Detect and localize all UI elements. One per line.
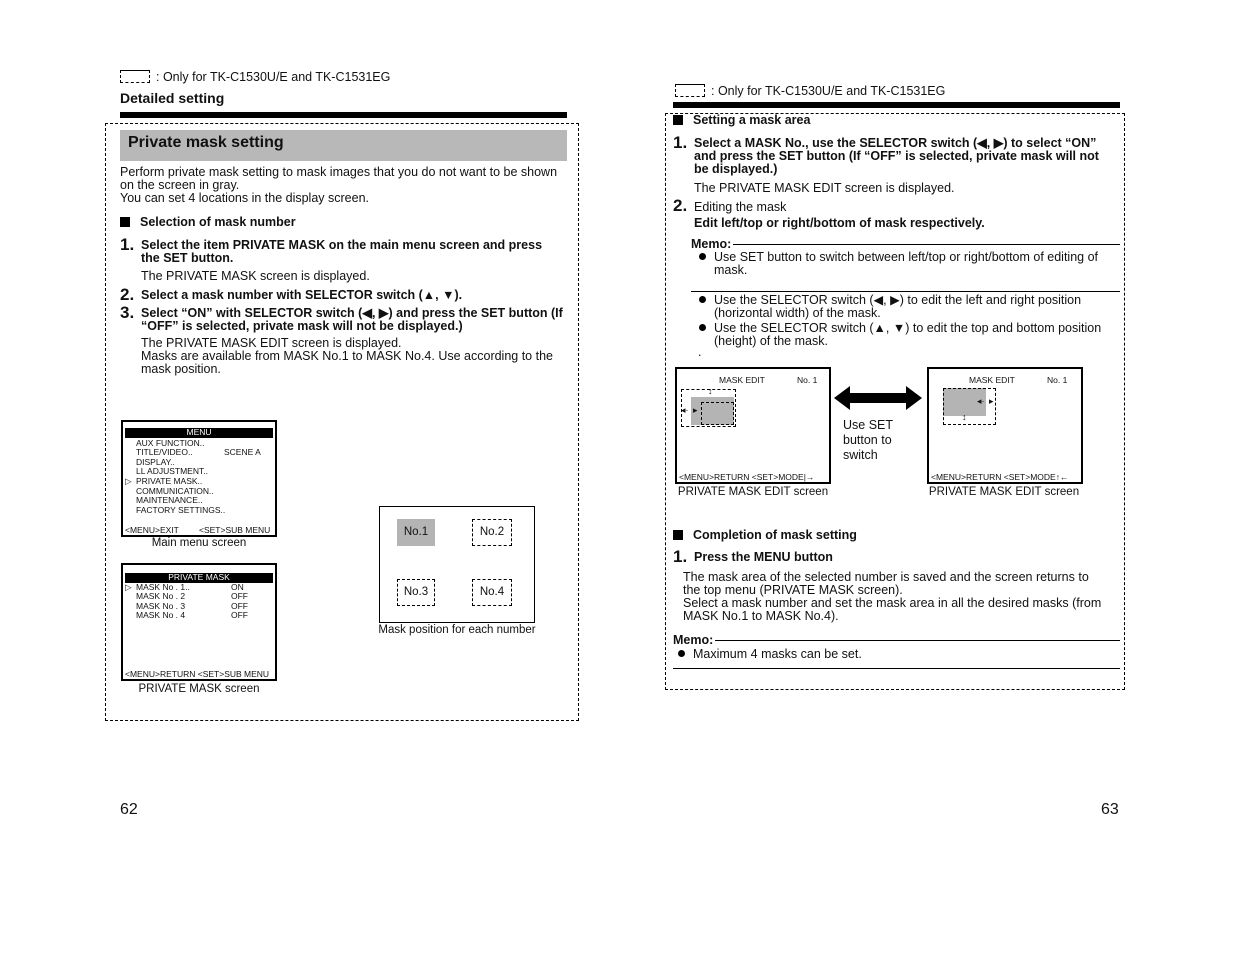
menu-item: ▷ PRIVATE MASK.. — [125, 475, 203, 486]
bullet-icon — [678, 650, 685, 657]
menu-item: TITLE/VIDEO.. SCENE A — [136, 447, 261, 458]
scene-label: SCENE A — [224, 447, 261, 458]
right-arrow-icon: ▸ — [693, 405, 698, 415]
menu-footer-left: <MENU>EXIT — [125, 525, 179, 535]
private-mask-caption: PRIVATE MASK screen — [138, 683, 260, 695]
up-down-arrow-icon: ↕ — [708, 386, 713, 396]
screen-title: MENU — [125, 428, 273, 438]
r-step2-bold: Edit left/top or right/bottom of mask respectively. — [694, 216, 985, 230]
edit-title: MASK EDIT — [719, 375, 765, 385]
legend-left: : Only for TK-C1530U/E and TK-C1531EG — [120, 70, 390, 84]
menu-list — [123, 439, 275, 516]
dashed-box-icon — [120, 70, 150, 83]
page-number-left: 62 — [120, 801, 138, 818]
legend-right: : Only for TK-C1530U/E and TK-C1531EG — [675, 84, 945, 98]
memo-rule — [733, 244, 1120, 245]
step-number: 2. — [673, 196, 688, 215]
bullet-icon — [699, 296, 706, 303]
edit-footer: <MENU>RETURN <SET>MODE↑← — [931, 472, 1069, 482]
memo-bullet: Use SET button to switch between left/top or right/bottom of editing of — [699, 251, 1098, 264]
mask-inner-outline — [701, 402, 734, 425]
left-arrow-icon: ◂· — [977, 396, 985, 406]
private-mask-screen — [121, 563, 277, 681]
step-number: 1. — [120, 235, 135, 254]
header-rule — [120, 112, 567, 118]
screen-title: PRIVATE MASK — [125, 573, 273, 583]
memo-bullet: Use the SELECTOR switch (▲, ▼) to edit the top and bottom position — [699, 322, 1101, 335]
memo-rule — [715, 640, 1120, 641]
memo-bullet-cont: mask. — [714, 263, 748, 277]
section-title: Private mask setting — [120, 130, 567, 161]
mask-row: ▷ MASK No . 1.. ON — [125, 581, 244, 592]
menu-item: FACTORY SETTINGS.. — [136, 504, 226, 515]
memo-label: Memo: — [673, 633, 714, 647]
left-arrow-icon: ◂· — [681, 405, 689, 415]
edit-caption-1: PRIVATE MASK EDIT screen — [677, 486, 829, 498]
menu-item: AUX FUNCTION.. — [136, 437, 205, 448]
memo-bullet: Use the SELECTOR switch (◀, ▶) to edit the left and right position — [699, 294, 1081, 307]
cursor-icon: ▷ — [125, 475, 132, 486]
mask-no4: No.4 — [472, 579, 512, 606]
cursor-icon: ▷ — [125, 581, 132, 592]
menu-item: LL ADJUSTMENT.. — [136, 466, 208, 477]
mask-no2: No.2 — [472, 519, 512, 546]
mask-position-caption: Mask position for each number — [378, 624, 536, 636]
r-step3-text: Press the MENU button — [694, 550, 833, 564]
page-number-right: 63 — [1101, 801, 1119, 818]
edit-number: No. 1 — [1047, 375, 1068, 385]
memo-rule — [673, 668, 1120, 669]
step-number: 1. — [673, 133, 688, 152]
page-header: Detailed setting — [120, 90, 225, 106]
subsection-mask-area: Setting a mask area — [673, 114, 810, 127]
r-step3-notes: The mask area of the selected number is saved and the screen returns to the top menu (PRIVATE MASK screen). Select a mask number and set the mask area in all the desired masks (from MASK No.1 to MASK No.4). — [683, 570, 1102, 623]
r-step1-note: The PRIVATE MASK EDIT screen is displayed. — [694, 181, 955, 195]
square-bullet-icon — [120, 217, 130, 227]
memo-bullet: Maximum 4 masks can be set. — [678, 648, 862, 661]
mask-position-diagram — [379, 506, 535, 623]
step-number: 2. — [120, 285, 135, 304]
memo-label: Memo: — [691, 237, 732, 251]
mask-row: MASK No . 3 OFF — [136, 600, 248, 611]
subsection-completion: Completion of mask setting — [673, 529, 857, 542]
bullet-icon — [699, 324, 706, 331]
memo-bullet-cont: (horizontal width) of the mask. — [714, 306, 881, 320]
mask-row: MASK No . 2 OFF — [136, 591, 248, 602]
mask-list — [123, 583, 275, 621]
main-menu-screen — [121, 420, 277, 537]
menu-footer-right: <SET>SUB MENU — [199, 525, 271, 535]
main-menu-caption: Main menu screen — [151, 537, 247, 549]
subsection-mask-number: Selection of mask number — [120, 216, 296, 229]
menu-item: MAINTENANCE.. — [136, 495, 203, 506]
step-number: 1. — [673, 547, 688, 566]
edit-number: No. 1 — [797, 375, 818, 385]
header-rule — [673, 102, 1120, 108]
edit-footer: <MENU>RETURN <SET>MODE|→ — [679, 472, 815, 482]
step1-note: The PRIVATE MASK screen is displayed. — [141, 269, 370, 283]
square-bullet-icon — [673, 530, 683, 540]
step3-notes: The PRIVATE MASK EDIT screen is displayed. Masks are available from MASK No.1 to MASK No.4. Use according to the mask position. — [141, 336, 553, 376]
step-number: 3. — [120, 303, 135, 322]
double-arrow-icon — [834, 386, 922, 410]
mask-row: MASK No . 4 OFF — [136, 610, 248, 621]
switch-note: Use SET button to switch — [843, 418, 894, 462]
menu-item: DISPLAY.. — [136, 456, 175, 467]
edit-caption-2: PRIVATE MASK EDIT screen — [928, 486, 1080, 498]
mask-footer: <MENU>RETURN <SET>SUB MENU — [125, 669, 270, 679]
menu-item: COMMUNICATION.. — [136, 485, 214, 496]
mask-edit-screen-2 — [927, 367, 1083, 484]
memo-bullet-cont: (height) of the mask. — [714, 334, 828, 348]
r-step1-text: Select a MASK No., use the SELECTOR switch (◀, ▶) to select “ON” and press the SET button (If “OFF” is selected, private mask will not be displayed.) — [694, 136, 1099, 176]
up-down-arrow-icon: ↕ — [962, 412, 967, 422]
r-step2-text: Editing the mask — [694, 200, 787, 214]
square-bullet-icon — [673, 115, 683, 125]
mask-no1: No.1 — [397, 519, 435, 546]
intro-text: Perform private mask setting to mask images that you do not want to be shown on the screen in gray. You can set 4 locations in the display screen. — [120, 165, 558, 205]
memo-rule — [691, 291, 1120, 292]
step2-text: Select a mask number with SELECTOR switch (▲, ▼). — [141, 288, 463, 302]
mask-edit-screen-1 — [675, 367, 831, 484]
stray-dot: . — [698, 345, 702, 359]
edit-title: MASK EDIT — [969, 375, 1015, 385]
right-arrow-icon: ▸ — [989, 396, 994, 406]
mask-no3: No.3 — [397, 579, 435, 606]
step1-text: Select the item PRIVATE MASK on the main menu screen and press the SET button. — [141, 238, 543, 265]
dashed-box-icon — [675, 84, 705, 97]
bullet-icon — [699, 253, 706, 260]
step3-text: Select “ON” with SELECTOR switch (◀, ▶) and press the SET button (If “OFF” is selected, private mask will not be displayed.) — [141, 306, 563, 333]
